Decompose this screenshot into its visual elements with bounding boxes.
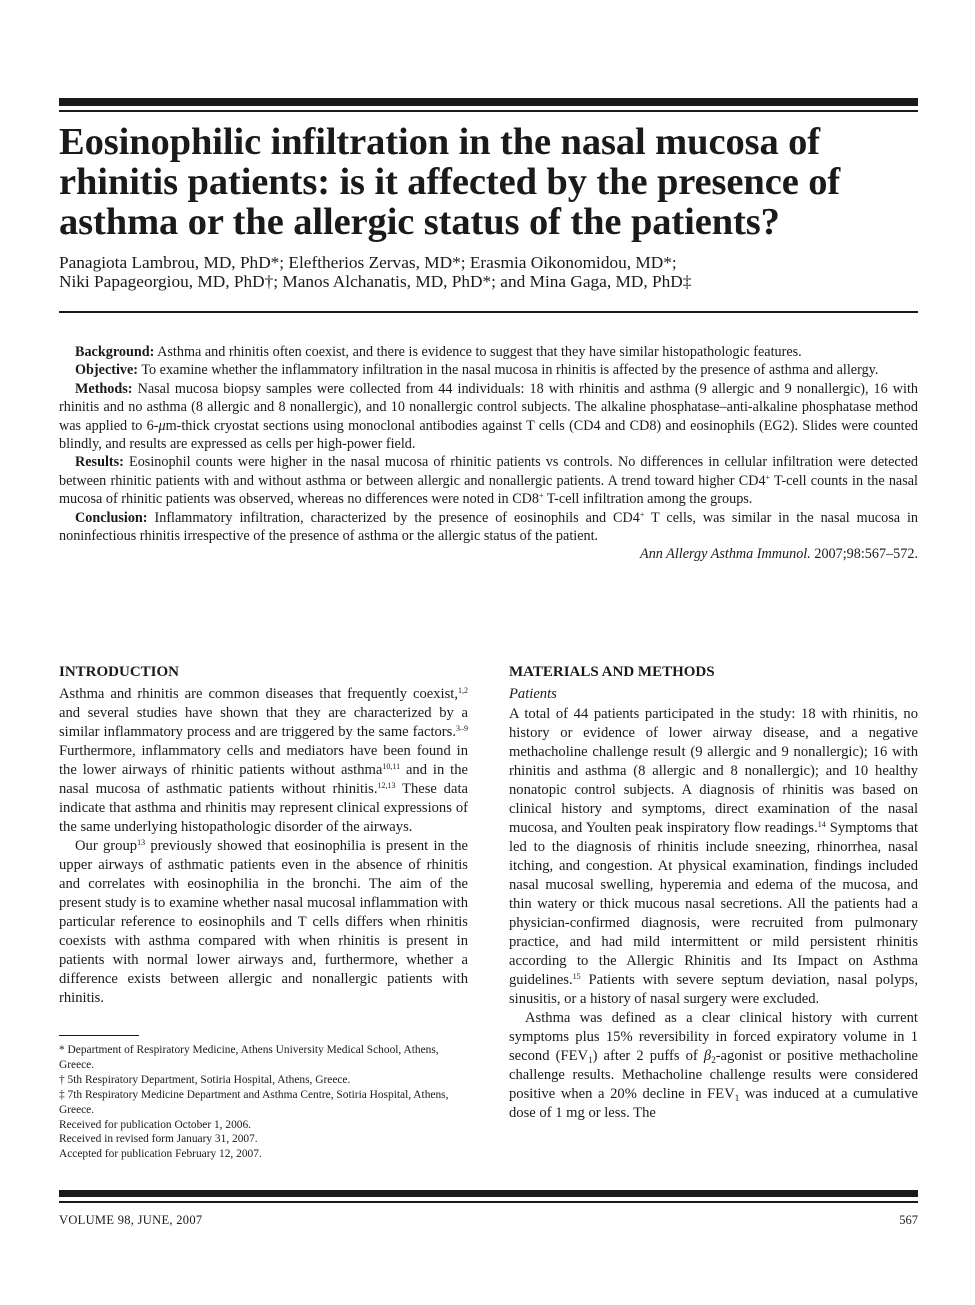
reference: 15 (572, 972, 581, 981)
subscript: 1 (734, 1093, 740, 1103)
author-line-2: Niki Papageorgiou, MD, PhD†; Manos Alchanatis, MD, PhD*; and Mina Gaga, MD, PhD‡ (59, 272, 692, 291)
footnote-divider (59, 1035, 139, 1036)
introduction-paragraph-1 (59, 685, 468, 837)
footnotes (59, 1043, 468, 1162)
footnote: Accepted for publication February 12, 2007. (59, 1148, 262, 1161)
introduction-paragraph-2 (59, 837, 468, 1008)
abstract-results (59, 453, 918, 508)
methods-paragraph-2 (509, 1009, 918, 1123)
background-label: Background: (75, 344, 155, 360)
left-column (59, 662, 468, 1008)
text: Symptoms that led to the diagnosis of rhinitis include sneezing, rhinorrhea, nasal itching, and congestion. At physical examination, findings included nasal mucosal swelling, hyperemia and edema of the mucosa, and thin watery or thick mucous nasal secretions. All the patients had a physician-confirmed diagnosis, were recruited from pulmonary practice, and had mild intermittent or mild persistent rhinitis according to the Allergic Rhinitis and Its Impact on Asthma guidelines. (509, 820, 918, 988)
text: -agonist or positive methacholine challenge results. Methacholine challenge results were considered positive when a 20% decline in FEV (509, 1048, 919, 1102)
subscript: 1 (588, 1055, 593, 1065)
text: Patients with severe septum deviation, nasal polyps, sinusitis, or a history of nasal surgery were excluded. (509, 972, 918, 1007)
abstract-methods (59, 380, 918, 454)
conclusion-text: Inflammatory infiltration, characterized by the presence of eosinophils and CD4 (154, 509, 640, 526)
footnote: † 5th Respiratory Department, Sotiria Hospital, Athens, Greece. (59, 1073, 351, 1086)
methods-paragraph-1 (509, 705, 918, 1009)
text: Furthermore, inflammatory cells and mediators have been found in the lower airways of rhinitic patients without asthma (59, 743, 468, 778)
results-label: Results: (75, 454, 124, 471)
results-text-end: T-cell infiltration among the groups. (543, 491, 753, 508)
introduction-heading: INTRODUCTION (59, 664, 180, 680)
footnote: Received for publication October 1, 2006. (59, 1118, 251, 1131)
superscript-plus: + (765, 472, 771, 482)
subscript: 2 (711, 1055, 716, 1065)
results-text-cont: T-cell counts in the nasal mucosa of rhinitic patients was observed, whereas no differences were noted in CD8 (59, 472, 918, 508)
citation-volume: 2007;98:567–572. (810, 546, 918, 563)
abstract (59, 343, 918, 564)
objective-text: To examine whether the inflammatory infiltration in the nasal mucosa in rhinitis is affected by the presence of asthma and allergy. (141, 362, 879, 379)
text: Asthma was defined as a clear clinical history with current symptoms plus 15% reversibility in forced expiratory volume in 1 second (FEV (509, 1010, 918, 1064)
text: A total of 44 patients participated in the study: 18 with rhinitis, no history or evidence of lower airway disease, and a negative methacholine challenge result (9 allergic and 9 nonallergic); 16 with rhinitis and asthma (8 allergic and 8 nonallergic); and 10 healthy nonatopic control subjects. A diagnosis of rhinitis was based on clinical history and symptoms, direct examination of the nasal mucosa, and Youlten peak inspiratory flow readings. (509, 706, 918, 836)
reference: 14 (817, 820, 826, 829)
abstract-objective (59, 361, 918, 379)
reference: 12,13 (377, 781, 396, 790)
background-text: Asthma and rhinitis often coexist, and there is evidence to suggest that they have similar histopathologic features. (157, 344, 802, 360)
page-number: 567 (899, 1213, 918, 1227)
right-column (509, 662, 918, 1123)
text: previously showed that eosinophilia is present in the upper airways of asthmatic patients even in the absence of rhinitis and correlates with eosinophilia in the bronchi. The aim of the present study is to examine whether nasal mucosal inflammation with particular reference to eosinophils and T cells differs when rhinitis coexists with asthma compared with when rhinitis is present in patients with normal lower airways and, furthermore, whether a difference exists between allergic and nonallergic patients with rhinitis. (59, 838, 468, 1006)
author-line-1: Panagiota Lambrou, MD, PhD*; Eleftherios Zervas, MD*; Erasmia Oikonomidou, MD*; (59, 253, 677, 272)
volume-info: VOLUME 98, JUNE, 2007 (59, 1213, 203, 1227)
superscript-plus: + (639, 509, 645, 519)
reference: 1,2 (458, 686, 468, 695)
methods-label: Methods: (75, 380, 133, 397)
conclusion-text-cont: T cells, was similar in the nasal mucosa in noninfectious rhinitis irrespective of the presence of asthma or the allergic status of the patient. (59, 509, 919, 545)
footer-rule-thick (59, 1190, 918, 1197)
reference: 3–9 (456, 724, 468, 733)
methods-text: Nasal mucosa biopsy samples were collected from 44 individuals: 18 with rhinitis and asthma (9 allergic and 9 nonallergic), 16 with rhinitis and no asthma (8 allergic and 8 nonallergic), and 10 nonallergic control subjects. The alkaline phosphatase–anti-alkaline phosphatase method was applied to 6- (59, 380, 918, 434)
reference: 13 (137, 838, 146, 847)
beta-symbol: β (703, 1048, 712, 1064)
footnote: Received in revised form January 31, 2007. (59, 1133, 258, 1146)
header-rule-thin (59, 110, 918, 112)
abstract-background (59, 343, 918, 361)
superscript-plus: + (539, 491, 544, 501)
author-divider (59, 311, 918, 313)
reference: 10,11 (382, 762, 401, 771)
methods-text-cont: m-thick cryostat sections using monoclonal antibodies against T cells (CD4 and CD8) and eosinophils (EG2). Slides were counted blindly, and results are expressed as cells per high-power field. (59, 417, 918, 453)
text: These data indicate that asthma and rhinitis may represent clinical expressions of the same underlying histopathologic disorder of the airways. (59, 781, 468, 835)
objective-label: Objective: (75, 362, 139, 379)
text: Our group (75, 838, 138, 854)
footer-rule-thin (59, 1201, 918, 1203)
text: was induced at a cumulative dose of 1 mg or less. The (509, 1086, 918, 1121)
text: Asthma and rhinitis are common diseases that frequently coexist, (59, 686, 458, 702)
text: and several studies have shown that they are characterized by a similar inflammatory process and are triggered by the same factors. (59, 705, 468, 740)
text: ) after 2 puffs of (592, 1048, 704, 1064)
patients-subheading: Patients (509, 686, 557, 702)
methods-heading: MATERIALS AND METHODS (509, 664, 715, 680)
author-list (59, 253, 939, 291)
citation (59, 545, 918, 563)
abstract-conclusion (59, 509, 918, 546)
article-title: Eosinophilic infiltration in the nasal mucosa of rhinitis patients: is it affected by the presence of asthma or the allergic status of the patients? (59, 121, 841, 243)
footnote: ‡ 7th Respiratory Medicine Department and Asthma Centre, Sotiria Hospital, Athens, Greece. (59, 1088, 449, 1116)
citation-journal: Ann Allergy Asthma Immunol. (640, 546, 811, 563)
footnote: * Department of Respiratory Medicine, Athens University Medical School, Athens, Greece. (59, 1044, 439, 1071)
mu-symbol: μ (158, 417, 166, 434)
text: and in the nasal mucosa of asthmatic patients without rhinitis. (59, 762, 469, 797)
header-rule-thick (59, 98, 918, 106)
results-text: Eosinophil counts were higher in the nasal mucosa of rhinitic patients vs controls. No differences in cellular infiltration were detected between rhinitic patients with and without asthma or between allergic and nonallergic patients. A trend toward higher CD4 (59, 454, 919, 489)
conclusion-label: Conclusion: (75, 509, 148, 526)
